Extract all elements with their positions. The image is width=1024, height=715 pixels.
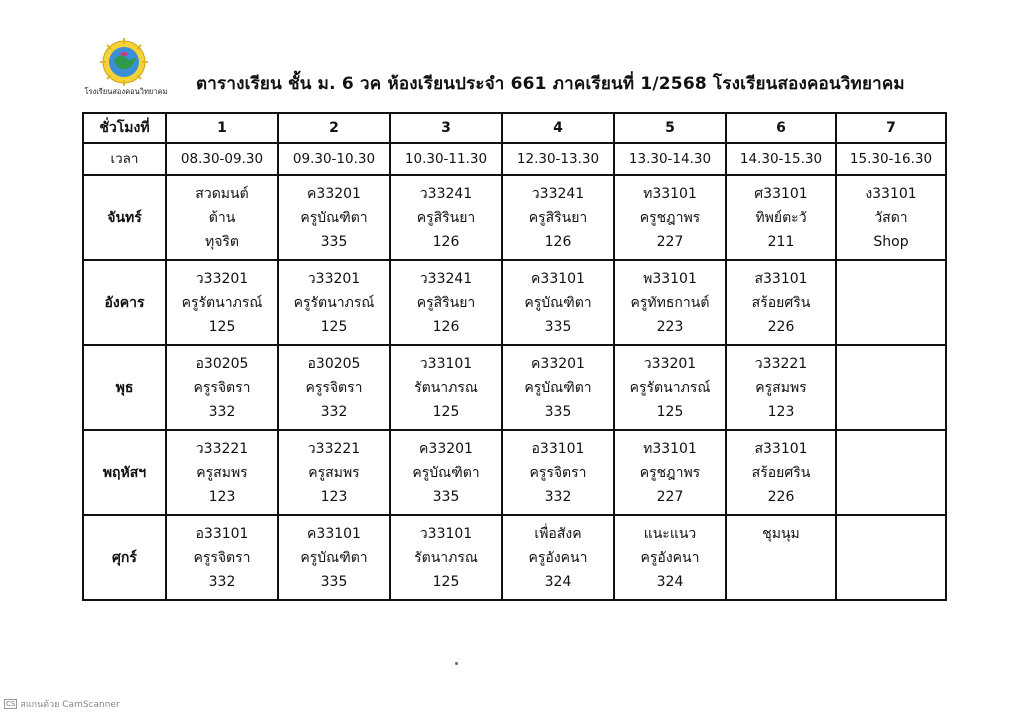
- teacher-name: ต้าน: [208, 209, 236, 226]
- period-header-row: [83, 113, 946, 143]
- class-slot-cell: [502, 345, 614, 430]
- day-row: [83, 430, 946, 515]
- class-slot-cell: [836, 515, 946, 600]
- class-slot-cell: [390, 260, 502, 345]
- class-slot-content: [279, 516, 389, 599]
- class-slot-content: [837, 176, 945, 259]
- room-number: 123: [208, 488, 236, 505]
- watermark-text: สแกนด้วย CamScanner: [20, 700, 120, 710]
- class-slot-content: [167, 261, 277, 344]
- day-name-cell: พฤหัสฯ: [83, 430, 166, 515]
- class-slot-content: [727, 346, 835, 429]
- class-slot-cell: [614, 175, 726, 260]
- class-slot-content: [503, 516, 613, 599]
- subject-code: ว33201: [643, 355, 697, 372]
- room-number: 125: [432, 403, 460, 420]
- class-slot-content: [837, 516, 945, 599]
- class-slot-content: [167, 176, 277, 259]
- teacher-name: ครูสมพร: [308, 464, 360, 481]
- room-number: 223: [656, 318, 684, 335]
- room-number: 226: [767, 318, 795, 335]
- class-slot-cell: [390, 430, 502, 515]
- period-number-cell: 5: [614, 113, 726, 143]
- class-slot-cell: [726, 345, 836, 430]
- room-number: 126: [432, 233, 460, 250]
- day-row: [83, 515, 946, 600]
- time-range-cell: 12.30-13.30: [502, 143, 614, 175]
- teacher-name: ครูบัณฑิตา: [524, 379, 592, 396]
- period-label-cell: ชั่วโมงที่: [83, 113, 166, 143]
- class-slot-cell: [502, 515, 614, 600]
- class-slot-content: [279, 346, 389, 429]
- subject-code: ว33201: [307, 270, 361, 287]
- period-number-cell: 1: [166, 113, 278, 143]
- teacher-name: ครูรัตนาภรณ์: [293, 294, 375, 311]
- room-number: 125: [656, 403, 684, 420]
- class-slot-content: [727, 176, 835, 259]
- class-slot-cell: [166, 515, 278, 600]
- teacher-name: ครูอังคนา: [640, 549, 700, 566]
- teacher-name: วัสดา: [874, 209, 908, 226]
- class-slot-cell: [502, 430, 614, 515]
- class-slot-cell: [166, 430, 278, 515]
- class-slot-content: [167, 516, 277, 599]
- page-title: ตารางเรียน ชั้น ม. 6 วค ห้องเรียนประจำ 661 ภาคเรียนที่ 1/2568 โรงเรียนสองคอนวิทยาคม: [196, 74, 905, 94]
- room-number: 335: [320, 573, 348, 590]
- class-slot-content: [503, 431, 613, 514]
- school-logo: [84, 38, 168, 100]
- subject-code: ค33101: [307, 525, 361, 542]
- teacher-name: ครูบัณฑิตา: [300, 209, 368, 226]
- subject-code: ท33101: [643, 440, 697, 457]
- class-slot-cell: [726, 260, 836, 345]
- subject-code: สวดมนต์: [195, 185, 249, 202]
- room-number: ทุจริต: [204, 233, 240, 250]
- subject-code: แนะแนว: [643, 525, 697, 542]
- class-slot-cell: [278, 175, 390, 260]
- subject-code: ส33101: [754, 270, 808, 287]
- teacher-name: ครูรจิตรา: [193, 379, 251, 396]
- teacher-name: ครูบัณฑิตา: [300, 549, 368, 566]
- room-number: 324: [656, 573, 684, 590]
- class-slot-cell: [166, 345, 278, 430]
- class-slot-content: [615, 261, 725, 344]
- class-slot-cell: [166, 260, 278, 345]
- class-slot-content: [615, 176, 725, 259]
- time-range-cell: 14.30-15.30: [726, 143, 836, 175]
- class-slot-cell: [390, 515, 502, 600]
- subject-code: ว33221: [307, 440, 361, 457]
- room-number: 125: [432, 573, 460, 590]
- class-slot-content: [391, 261, 501, 344]
- schedule-table: [82, 112, 947, 601]
- class-slot-content: [503, 346, 613, 429]
- subject-code: อ33101: [531, 440, 585, 457]
- room-number: 125: [320, 318, 348, 335]
- class-slot-content: [391, 176, 501, 259]
- time-range-cell: 09.30-10.30: [278, 143, 390, 175]
- class-slot-cell: [278, 260, 390, 345]
- teacher-name: ครูรจิตรา: [193, 549, 251, 566]
- subject-code: ค33201: [419, 440, 473, 457]
- room-number: 126: [432, 318, 460, 335]
- room-number: 335: [544, 318, 572, 335]
- class-slot-content: [727, 431, 835, 514]
- class-slot-cell: [614, 515, 726, 600]
- class-slot-content: [837, 431, 945, 514]
- class-slot-cell: [836, 175, 946, 260]
- teacher-name: ครูสมพร: [755, 379, 807, 396]
- class-slot-cell: [614, 260, 726, 345]
- time-range-cell: 08.30-09.30: [166, 143, 278, 175]
- teacher-name: สร้อยศริน: [751, 294, 811, 311]
- class-slot-cell: [726, 175, 836, 260]
- subject-code: อ33101: [195, 525, 249, 542]
- subject-code: ว33241: [419, 270, 473, 287]
- class-slot-cell: [836, 345, 946, 430]
- class-slot-content: [615, 346, 725, 429]
- class-slot-cell: [390, 175, 502, 260]
- class-slot-cell: [614, 345, 726, 430]
- teacher-name: ทิพย์ตะวั: [755, 209, 807, 226]
- room-number: 227: [656, 488, 684, 505]
- teacher-name: ครูชฎาพร: [639, 209, 701, 226]
- subject-code: ว33101: [419, 525, 473, 542]
- class-slot-cell: [278, 345, 390, 430]
- logo-caption: โรงเรียนสองคอนวิทยาคม: [84, 87, 168, 96]
- room-number: 126: [544, 233, 572, 250]
- class-slot-content: [503, 261, 613, 344]
- class-slot-cell: [726, 430, 836, 515]
- day-name-cell: พุธ: [83, 345, 166, 430]
- day-name-cell: จันทร์: [83, 175, 166, 260]
- room-number: Shop: [873, 233, 909, 250]
- teacher-name: รัตนาภรณ: [414, 379, 478, 396]
- class-slot-content: [391, 431, 501, 514]
- class-slot-cell: [836, 430, 946, 515]
- subject-code: ค33201: [531, 355, 585, 372]
- room-number: 332: [320, 403, 348, 420]
- teacher-name: ครูรัตนาภรณ์: [181, 294, 263, 311]
- subject-code: ค33201: [307, 185, 361, 202]
- day-name-cell: ศุกร์: [83, 515, 166, 600]
- class-slot-cell: [166, 175, 278, 260]
- teacher-name: ครูสิรินยา: [528, 209, 588, 226]
- time-range-cell: 10.30-11.30: [390, 143, 502, 175]
- class-slot-content: [503, 176, 613, 259]
- class-slot-cell: [614, 430, 726, 515]
- teacher-name: รัตนาภรณ: [414, 549, 478, 566]
- camscanner-icon: CS: [6, 700, 16, 708]
- room-number: 335: [432, 488, 460, 505]
- room-number: 123: [320, 488, 348, 505]
- room-number: 335: [320, 233, 348, 250]
- teacher-name: ครูรจิตรา: [529, 464, 587, 481]
- class-slot-cell: [502, 260, 614, 345]
- scanner-watermark: [4, 697, 120, 711]
- room-number: 332: [544, 488, 572, 505]
- class-slot-content: [279, 176, 389, 259]
- class-slot-content: [167, 346, 277, 429]
- room-number: 226: [767, 488, 795, 505]
- class-slot-content: [391, 346, 501, 429]
- teacher-name: ครูสิรินยา: [416, 209, 476, 226]
- class-slot-content: [167, 431, 277, 514]
- class-slot-cell: [390, 345, 502, 430]
- class-slot-content: [279, 261, 389, 344]
- teacher-name: ครูสิรินยา: [416, 294, 476, 311]
- class-slot-content: [279, 431, 389, 514]
- subject-code: พ33101: [643, 270, 697, 287]
- room-number: 227: [656, 233, 684, 250]
- teacher-name: ครูชฎาพร: [639, 464, 701, 481]
- subject-code: ส33101: [754, 440, 808, 457]
- subject-code: ว33221: [754, 355, 808, 372]
- time-label-cell: เวลา: [83, 143, 166, 175]
- room-number: 324: [544, 573, 572, 590]
- time-row: [83, 143, 946, 175]
- time-range-cell: 15.30-16.30: [836, 143, 946, 175]
- class-slot-cell: [726, 515, 836, 600]
- teacher-name: ครูบัณฑิตา: [524, 294, 592, 311]
- teacher-name: ครูสมพร: [196, 464, 248, 481]
- period-number-cell: 4: [502, 113, 614, 143]
- class-slot-cell: [836, 260, 946, 345]
- room-number: 332: [208, 573, 236, 590]
- time-range-cell: 13.30-14.30: [614, 143, 726, 175]
- day-row: [83, 175, 946, 260]
- subject-code: ว33201: [195, 270, 249, 287]
- class-slot-cell: [278, 430, 390, 515]
- period-number-cell: 6: [726, 113, 836, 143]
- subject-code: ว33221: [195, 440, 249, 457]
- scan-speck: [455, 662, 458, 665]
- subject-code: ว33101: [419, 355, 473, 372]
- subject-code: ศ33101: [754, 185, 808, 202]
- class-slot-content: [837, 346, 945, 429]
- class-slot-cell: [502, 175, 614, 260]
- class-slot-cell: [278, 515, 390, 600]
- period-number-cell: 7: [836, 113, 946, 143]
- room-number: 211: [767, 233, 795, 250]
- subject-code: ค33101: [531, 270, 585, 287]
- subject-code: ท33101: [643, 185, 697, 202]
- room-number: 332: [208, 403, 236, 420]
- subject-code: อ30205: [195, 355, 249, 372]
- subject-code: ว33241: [531, 185, 585, 202]
- teacher-name: ครูรจิตรา: [305, 379, 363, 396]
- activity-name: ชุมนุม: [762, 526, 800, 542]
- subject-code: ว33241: [419, 185, 473, 202]
- day-row: [83, 260, 946, 345]
- class-slot-content: [727, 516, 835, 599]
- day-row: [83, 345, 946, 430]
- class-slot-content: [615, 431, 725, 514]
- subject-code: เพื่อสังค: [534, 525, 582, 542]
- class-slot-content: [391, 516, 501, 599]
- subject-code: อ30205: [307, 355, 361, 372]
- teacher-name: สร้อยศริน: [751, 464, 811, 481]
- class-slot-content: [837, 261, 945, 344]
- teacher-name: ครูบัณฑิตา: [412, 464, 480, 481]
- day-name-cell: อังคาร: [83, 260, 166, 345]
- class-slot-content: [615, 516, 725, 599]
- period-number-cell: 2: [278, 113, 390, 143]
- subject-code: ง33101: [865, 185, 917, 202]
- teacher-name: ครูทัทธกานต์: [630, 294, 710, 311]
- room-number: 125: [208, 318, 236, 335]
- period-number-cell: 3: [390, 113, 502, 143]
- room-number: 123: [767, 403, 795, 420]
- teacher-name: ครูอังคนา: [528, 549, 588, 566]
- class-slot-content: [727, 261, 835, 344]
- teacher-name: ครูรัตนาภรณ์: [629, 379, 711, 396]
- room-number: 335: [544, 403, 572, 420]
